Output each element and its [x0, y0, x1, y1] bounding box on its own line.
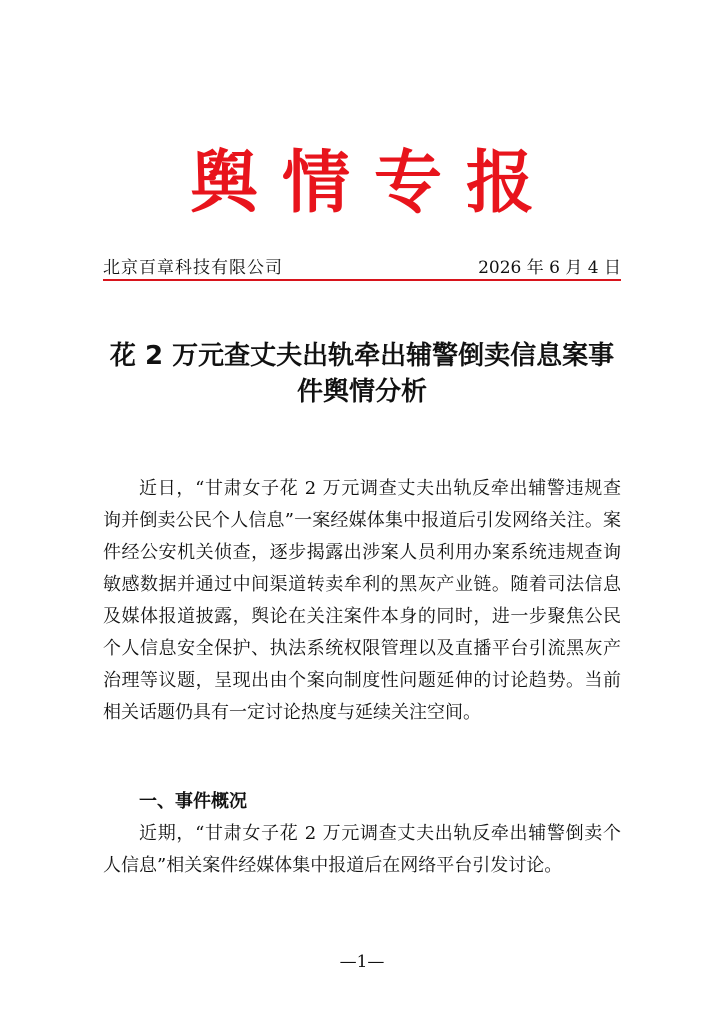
report-date: 2026 年 6 月 4 日 [478, 258, 621, 278]
meta-row [103, 256, 621, 280]
header-red-rule [103, 279, 621, 281]
masthead-title: 舆情专报 [189, 143, 558, 223]
page-number: —1— [339, 952, 385, 972]
report-title: 花 2 万元查丈夫出轨牵出辅警倒卖信息案事件舆情分析 [109, 341, 615, 407]
section-heading: 一、事件概况 [139, 791, 247, 812]
organization-name: 北京百章科技有限公司 [103, 258, 283, 278]
intro-paragraph: 近日，“甘肃女子花 2 万元调查丈夫出轨反牵出辅警违规查询并倒卖公民个人信息”一案经媒体集中报道后引发网络关注。案件经公安机关侦查，逐步揭露出涉案人员利用办案系统违规查询敏感数据并通过中间渠道转卖牟利的黑灰产业链。随着司法信息及媒体报道披露，舆论在关注案件本身的同时，进一步聚焦公民个人信息安全保护、执法系统权限管理以及直播平台引流黑灰产治理等议题，呈现出由个案向制度性问题延伸的讨论趋势。当前相关话题仍具有一定讨论热度与延续关注空间。 [103, 478, 621, 723]
overview-paragraph: 近期，“甘肃女子花 2 万元调查丈夫出轨反牵出辅警倒卖个人信息”相关案件经媒体集中报道后在网络平台引发讨论。 [103, 823, 621, 876]
